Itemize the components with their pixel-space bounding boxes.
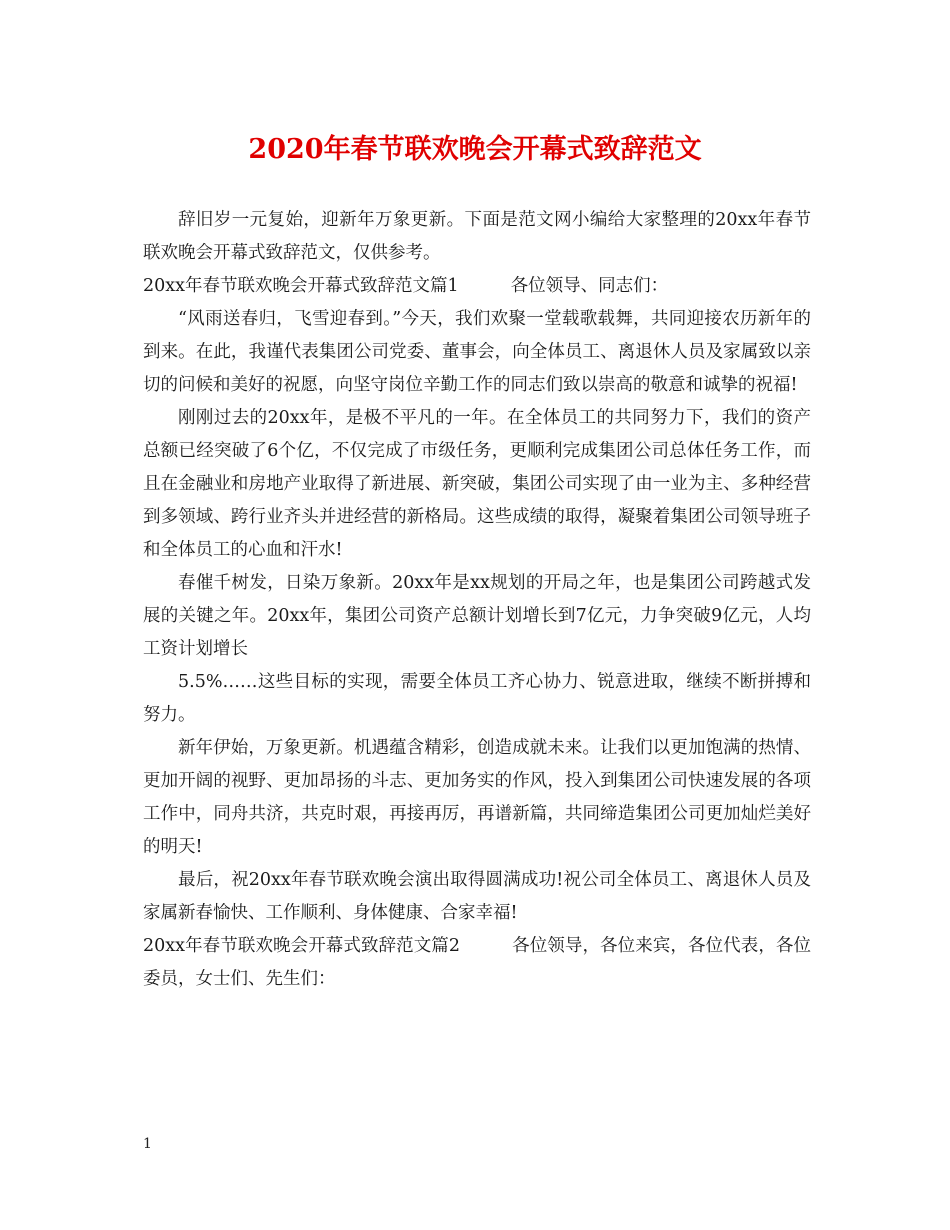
page-number: 1 (143, 1136, 152, 1152)
intro-paragraph: 辞旧岁一元复始，迎新年万象更新。下面是范文网小编给大家整理的20xx年春节联欢晚会开幕式致辞范文，仅供参考。 (143, 210, 811, 263)
section-1-heading-line (143, 270, 811, 303)
section-2-heading-line (143, 930, 811, 996)
paragraph-3: 春催千树发，日染万象新。20xx年是xx规划的开局之年，也是集团公司跨越式发展的关键之年。20xx年，集团公司资产总额计划增长到7亿元，力争突破9亿元，人均工资计划增长 (143, 573, 811, 659)
section-2-heading: 20xx年春节联欢晚会开幕式致辞范文篇2 (143, 936, 461, 956)
paragraph-2: 刚刚过去的20xx年，是极不平凡的一年。在全体员工的共同努力下，我们的资产总额已经突破了6个亿，不仅完成了市级任务，更顺利完成集团公司总体任务工作，而且在金融业和房地产业取得了新进展、新突破，集团公司实现了由一业为主、多种经营到多领域、跨行业齐头并进经营的新格局。这些成绩的取得，凝聚着集团公司领导班子和全体员工的心血和汗水! (143, 408, 811, 560)
section-2-salutation: 各位领导，各位来宾，各位代表，各位委员，女士们、先生们： (143, 936, 812, 989)
document-title: 2020年春节联欢晚会开幕式致辞范文 (248, 134, 702, 165)
paragraph-1: “风雨送春归，飞雪迎春到。”今天，我们欢聚一堂载歌载舞，共同迎接农历新年的到来。在此，我谨代表集团公司党委、董事会，向全体员工、离退休人员及家属致以亲切的问候和美好的祝愿，向坚守岗位辛勤工作的同志们致以崇高的敬意和诚挚的祝福! (143, 309, 811, 395)
section-1-heading: 20xx年春节联欢晚会开幕式致辞范文篇1 (143, 276, 459, 296)
section-1-salutation: 各位领导、同志们： (510, 276, 669, 296)
paragraph-4: 5.5%……这些目标的实现，需要全体员工齐心协力、锐意进取，继续不断拼搏和努力。 (143, 672, 811, 725)
paragraph-6: 最后，祝20xx年春节联欢晚会演出取得圆满成功!祝公司全体员工、离退休人员及家属新春愉快、工作顺利、身体健康、合家幸福! (143, 870, 811, 923)
document-body (143, 204, 811, 996)
paragraph-5: 新年伊始，万象更新。机遇蕴含精彩，创造成就未来。让我们以更加饱满的热情、更加开阔的视野、更加昂扬的斗志、更加务实的作风，投入到集团公司快速发展的各项工作中，同舟共济，共克时艰，再接再厉，再谱新篇，共同缔造集团公司更加灿烂美好的明天! (143, 738, 811, 857)
